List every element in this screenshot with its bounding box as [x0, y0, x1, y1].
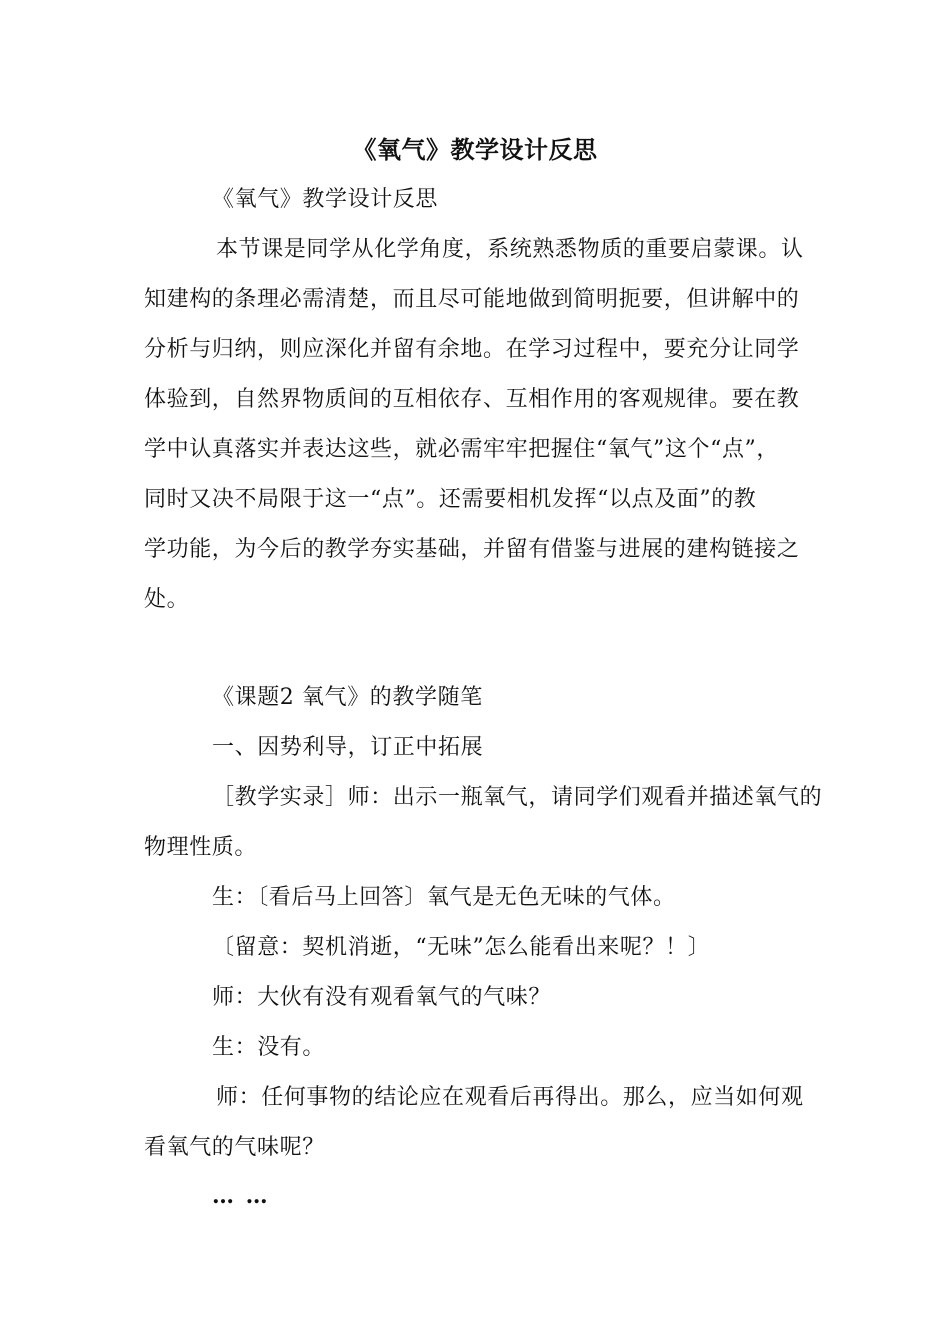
paragraph1-line-4: 体验到，自然界物质间的互相依存、互相作用的客观规律。要在教	[144, 387, 800, 412]
teacher-question-1: 师：大伙有没有观看氧气的气味？	[212, 985, 552, 1010]
teacher-line-1: 师：任何事物的结论应在观看后再得出。那么，应当如何观	[216, 1085, 804, 1110]
subtitle: 《氧气》教学设计反思	[212, 187, 439, 212]
paragraph1-line-3: 分析与归纳，则应深化并留有余地。在学习过程中，要充分让同学	[144, 337, 800, 362]
teacher-line-2: 看氧气的气味呢？	[144, 1135, 325, 1160]
student-answer-2: 生：没有。	[212, 1035, 326, 1060]
paragraph1-line-7: 学功能，为今后的教学夯实基础，并留有借鉴与进展的建构链接之	[144, 537, 800, 562]
paragraph1-line-6: 同时又决不局限于这一“点”。还需要相机发挥“以点及面”的教	[144, 487, 757, 512]
record-line-2: 物理性质。	[144, 835, 258, 860]
document-title: 《氧气》教学设计反思	[352, 135, 598, 164]
paragraph1-line-2: 知建构的条理必需清楚，而且尽可能地做到简明扼要，但讲解中的	[144, 287, 800, 312]
note: 〔留意：契机消逝，“无味”怎么能看出来呢？！〕	[212, 935, 711, 960]
student-answer-1: 生：〔看后马上回答〕氧气是无色无味的气体。	[212, 885, 676, 910]
ellipsis: … …	[212, 1183, 270, 1209]
paragraph1-line-8: 处。	[144, 587, 190, 612]
record-line-1: ［教学实录］师：出示一瓶氧气，请同学们观看并描述氧气的	[212, 785, 823, 810]
section2-title: 《课题2 氧气》的教学随笔	[212, 685, 483, 710]
paragraph1-line-1: 本节课是同学从化学角度，系统熟悉物质的重要启蒙课。认	[216, 237, 804, 262]
paragraph1-line-5: 学中认真落实并表达这些，就必需牢牢把握住“氧气”这个“点”，	[144, 437, 779, 462]
section2-heading: 一、因势利导，订正中拓展	[212, 735, 484, 760]
